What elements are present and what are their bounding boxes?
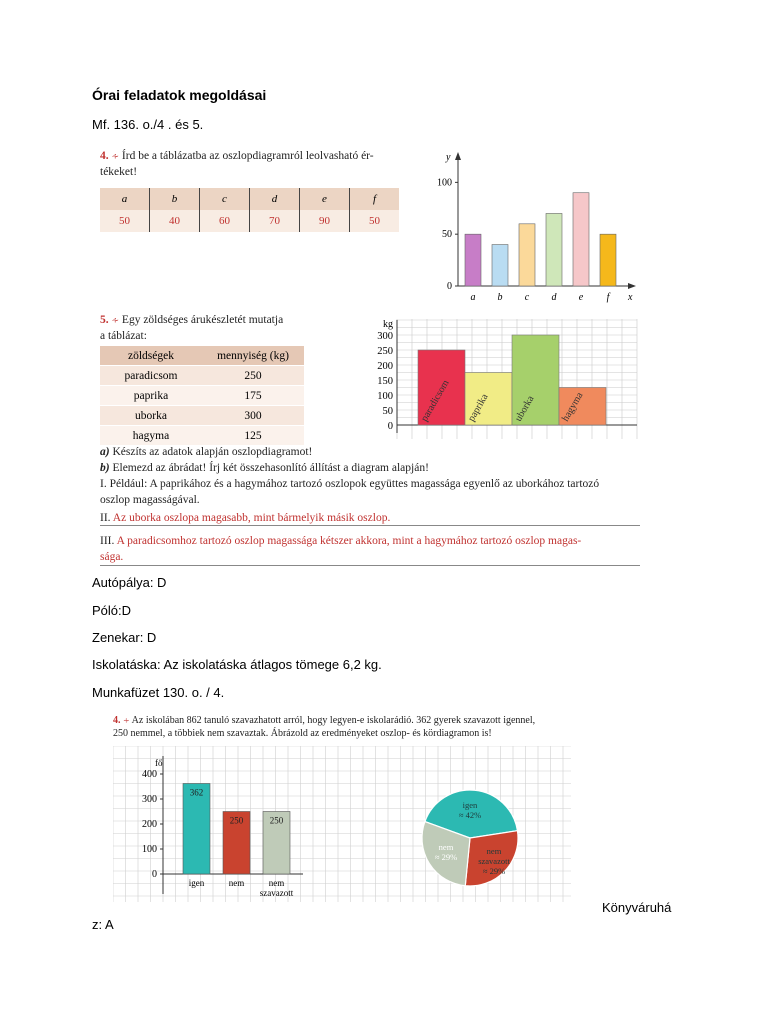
x-tick-label: e: [578, 292, 584, 303]
answer-line: Póló:D: [92, 603, 132, 618]
workbook-task-line1: Az iskolában 862 tanuló szavazhatott arról, hogy legyen-e iskolarádió. 362 gyerek szavazott igennel,: [131, 715, 536, 726]
table-cell: 90: [300, 210, 350, 232]
table-row: [100, 386, 304, 406]
task4-number: 4.: [100, 150, 109, 162]
y-axis-arrow: [455, 152, 461, 160]
table-header-cell: a: [100, 188, 150, 210]
answer-3-text-line1: A paradicsomhoz tartozó oszlop magassága kétszer akkora, mint a hagymához tartozó oszlop magas-: [116, 535, 582, 547]
y-tick-label: 100: [377, 391, 393, 402]
answer-line-part2: z: A: [92, 917, 114, 932]
task5-number: 5.: [100, 314, 109, 326]
pie-label: ≈ 42%: [458, 810, 482, 820]
table-cell: 70: [250, 210, 300, 232]
answer-line-3: [100, 533, 640, 566]
bar-label: hagyma: [560, 390, 586, 424]
task-icon: ∻: [111, 151, 120, 161]
table-header-cell: e: [300, 188, 350, 210]
x-axis-arrow: [628, 283, 636, 289]
vegetable-qty: 300: [202, 406, 304, 426]
table-header-row: [100, 346, 304, 366]
question-a-text: Készíts az adatok alapján oszlopdiagramot!: [112, 446, 313, 458]
task5-text-line2: a táblázat:: [100, 330, 147, 342]
exercise-ref: Mf. 136. o./4 . és 5.: [92, 117, 204, 132]
x-tick-label: c: [524, 292, 530, 303]
workbook-task-number: 4.: [113, 715, 121, 726]
x-axis-label: x: [628, 292, 633, 303]
table-row: [100, 406, 304, 426]
task5-text-line1: Egy zöldséges árukészletét mutatja: [121, 314, 284, 326]
table-cell: 50: [369, 215, 380, 227]
table-cell: 40: [150, 210, 200, 232]
vegetable-qty: 125: [202, 426, 304, 446]
bar-value-label: 250: [269, 815, 284, 826]
y-tick-label: 300: [377, 331, 393, 342]
table-row: [100, 366, 304, 386]
bar-chart-letters: [420, 148, 645, 306]
col-header-quantity: mennyiség (kg): [202, 346, 304, 366]
vegetable-qty: 175: [202, 386, 304, 406]
pie-label: igen: [462, 800, 478, 810]
y-tick-label: 100: [437, 177, 452, 189]
answer-line: Munkafüzet 130. o. / 4.: [92, 685, 225, 700]
x-tick-label: nem: [268, 878, 285, 888]
x-tick-label: nem: [228, 878, 245, 888]
col-header-vegetables: zöldségek: [100, 346, 202, 366]
example-statement-line2: oszlop magasságával.: [100, 494, 200, 506]
table-header-cell: c: [200, 188, 250, 210]
answer-line: Autópálya: D: [92, 575, 167, 590]
question-a-label: a): [100, 446, 110, 458]
bar-label: paradicsom: [419, 378, 452, 424]
vegetable-qty: 250: [202, 366, 304, 386]
vegetable-table: [100, 346, 304, 446]
task5-block: [100, 312, 350, 344]
answer-line: Zenekar: D: [92, 630, 157, 645]
bar-value-label: 362: [189, 787, 204, 798]
vegetable-name: paradicsom: [100, 366, 202, 386]
vegetable-name: uborka: [100, 406, 202, 426]
answer-line-2: [100, 512, 640, 526]
pie-label: szavazott: [478, 856, 510, 866]
y-tick-label: 50: [442, 229, 452, 241]
task4-text-line2: tékeket!: [100, 166, 138, 178]
answer-3-text-line2: sága.: [100, 549, 640, 566]
y-tick-label: 0: [152, 869, 157, 880]
y-tick-label: 100: [142, 844, 157, 855]
task-icon: ∻: [111, 315, 120, 325]
bar-label: paprika: [466, 392, 491, 424]
table-cell: 60: [200, 210, 250, 232]
vegetable-name: paprika: [100, 386, 202, 406]
answer-2-text: Az uborka oszlopa magasabb, mint bármelyik másik oszlop.: [112, 512, 391, 524]
y-tick-label: 200: [142, 819, 157, 830]
vegetable-name: hagyma: [100, 426, 202, 446]
x-tick-label: igen: [188, 878, 205, 888]
y-axis-label: fő: [155, 758, 163, 768]
bar-e: [573, 193, 589, 286]
bar-c: [519, 224, 535, 286]
grid-bar-and-pie-charts: [113, 746, 571, 902]
workbook-task-line2: 250 nemmel, a többiek nem szavaztak. Ábrázold az eredményeket oszlop- és kördiagramon is!: [113, 728, 492, 739]
task-icon: ∻: [123, 716, 130, 725]
y-axis-label: kg: [383, 319, 393, 330]
example-statement-line1: I. Például: A paprikához és a hagymához tartozó oszlopok együttes magassága egyenlő az uborkához tartozó: [100, 478, 600, 490]
bar-value-label: 250: [229, 815, 244, 826]
y-tick-label: 300: [142, 794, 157, 805]
y-tick-label: 50: [382, 406, 393, 417]
table-cell: 50: [100, 210, 150, 232]
y-tick-label: 0: [447, 281, 452, 292]
table-header-row: [100, 188, 399, 210]
table-header-cell: b: [150, 188, 200, 210]
bar-b: [492, 245, 508, 286]
y-tick-label: 250: [377, 346, 393, 357]
table-header-cell: d: [250, 188, 300, 210]
task4-table: [100, 188, 399, 232]
y-tick-label: 150: [377, 376, 393, 387]
bar-chart-vegetables: [355, 318, 640, 440]
question-b-text: Elemezd az ábrádat! Írj két összehasonlító állítást a diagram alapján!: [112, 462, 429, 474]
answer-2-prefix: II.: [100, 512, 111, 524]
bar-d: [546, 213, 562, 286]
answer-line-part1: Könyváruhá: [602, 900, 672, 915]
table-row: [100, 426, 304, 446]
x-tick-label: b: [497, 292, 503, 303]
bar-f: [600, 234, 616, 286]
table-header-cell: f: [372, 193, 377, 205]
table-values-row: [100, 210, 399, 232]
task4-block: [100, 148, 400, 180]
pie-label: nem: [486, 846, 502, 856]
y-axis-label: y: [446, 152, 451, 163]
page-title: Órai feladatok megoldásai: [92, 87, 267, 103]
answer-3-prefix: III.: [100, 535, 115, 547]
x-tick-label: d: [551, 292, 557, 303]
bar-label: uborka: [513, 393, 537, 424]
y-tick-label: 200: [377, 361, 393, 372]
x-tick-label: a: [470, 292, 476, 303]
task4-text-line1: Írd be a táblázatba az oszlopdiagramról leolvasható ér-: [121, 150, 374, 162]
pie-label: ≈ 29%: [434, 852, 458, 862]
workbook-task: [113, 714, 535, 740]
answer-line: Iskolatáska: Az iskolatáska átlagos tömege 6,2 kg.: [92, 657, 382, 672]
bar-a: [465, 234, 481, 286]
y-tick-label: 0: [387, 421, 393, 432]
x-tick-label: f: [606, 292, 610, 303]
task5-questions: [100, 444, 645, 508]
question-b-label: b): [100, 462, 110, 474]
x-tick-label: szavazott: [259, 888, 294, 898]
y-tick-label: 400: [142, 769, 157, 780]
pie-label: nem: [438, 842, 454, 852]
pie-label: ≈ 29%: [482, 866, 506, 876]
